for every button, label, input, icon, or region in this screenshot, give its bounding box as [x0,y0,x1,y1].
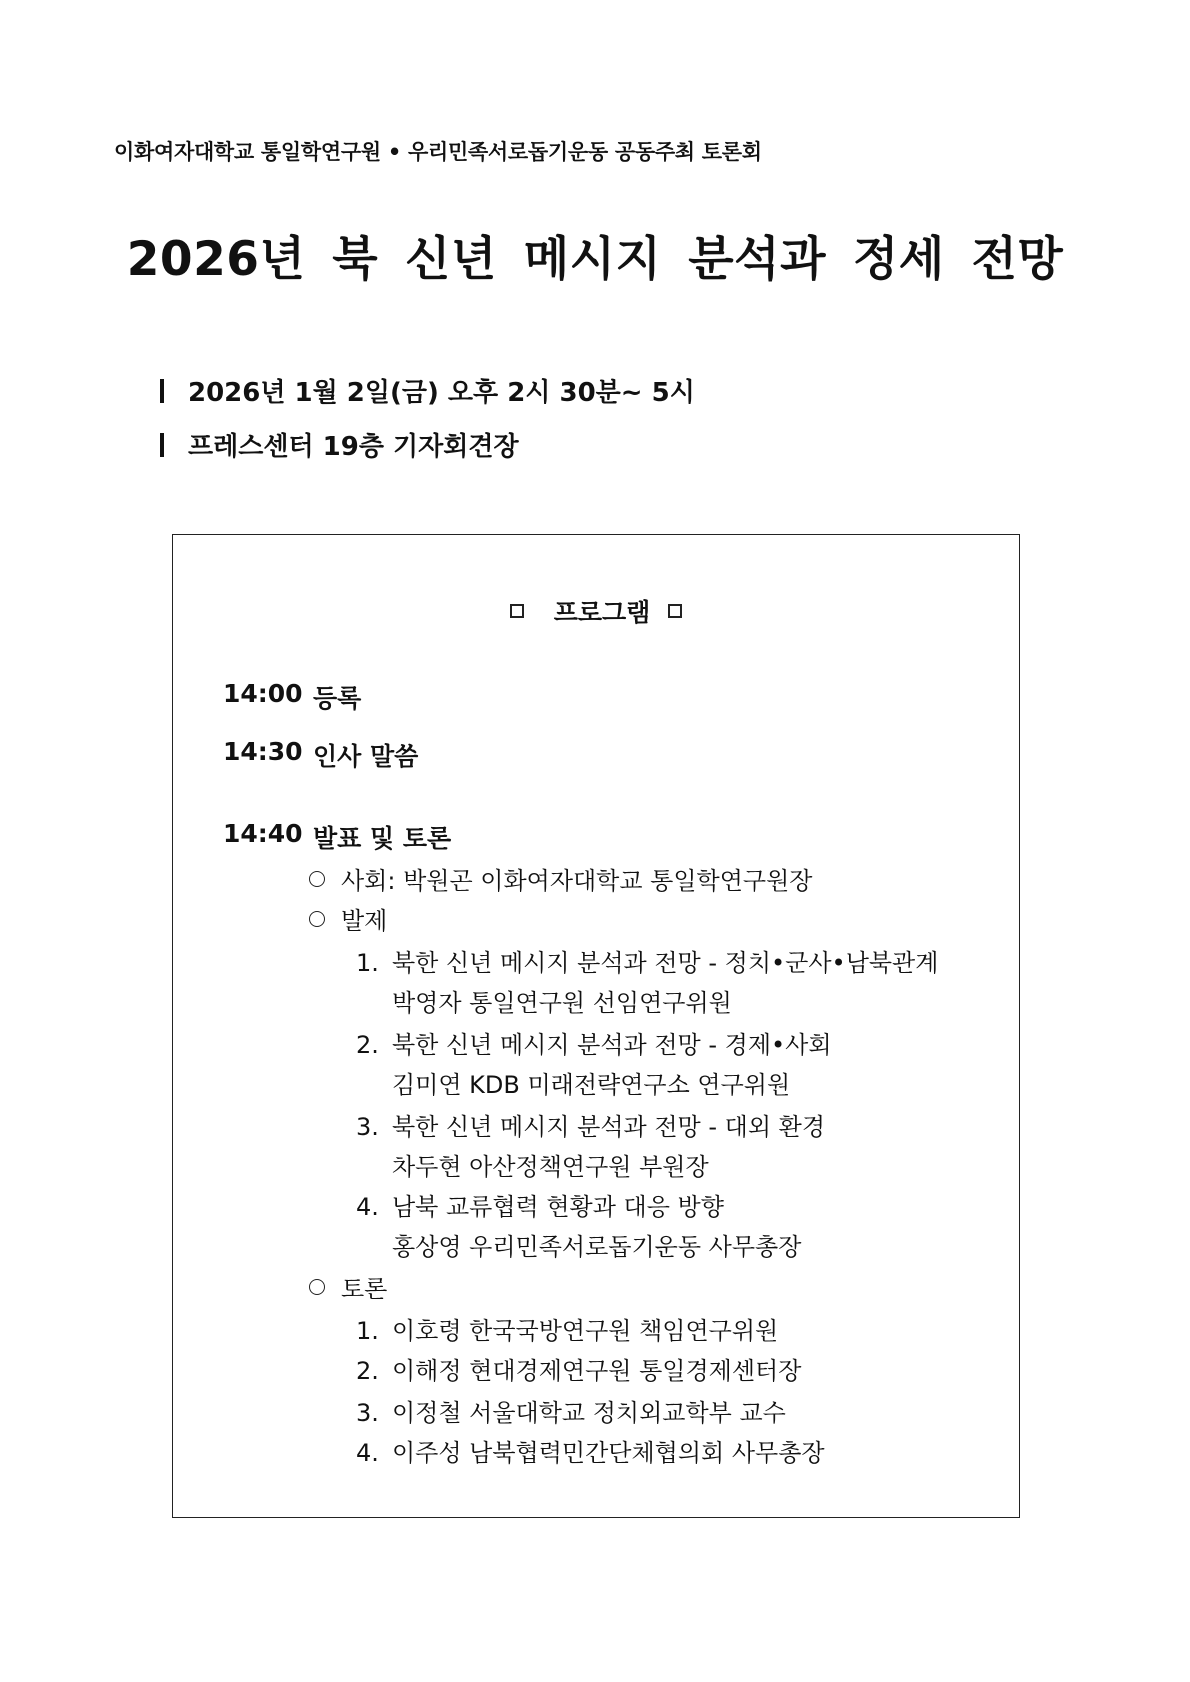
presentation-topic-text: 북한 신년 메시지 분석과 전망 - 정치•군사•남북관계 [392,949,939,977]
discussant-item [356,1351,801,1386]
presentation-label-text: 발제 [341,907,388,935]
discussant-item [356,1311,778,1346]
presentation-speaker: 김미연 KDB 미래전략연구소 연구위원 [392,1071,791,1099]
event-date [160,372,695,409]
schedule-item [223,679,361,715]
discussant-name: 이호령 한국국방연구원 책임연구위원 [392,1317,779,1345]
schedule-item [223,737,418,773]
discussant-name: 이정철 서울대학교 정치외교학부 교수 [392,1399,786,1427]
event-place [160,426,519,463]
event-place-text: 프레스센터 19층 기자회견장 [188,432,519,462]
discussant-item [356,1433,825,1468]
circle-bullet-icon [309,1279,325,1295]
discussion-section-label [309,1269,387,1304]
moderator-line [309,861,812,896]
schedule-time: 14:40 [223,819,303,848]
moderator-text: 사회: 박원곤 이화여자대학교 통일학연구원장 [341,867,813,895]
square-icon [668,604,682,618]
bar-marker-icon [160,433,164,457]
presentation-topic-text: 북한 신년 메시지 분석과 전망 - 경제•사회 [392,1031,832,1059]
presentation-section-label [309,901,387,936]
circle-bullet-icon [309,871,325,887]
program-box [172,534,1020,1518]
presentation-topic-text: 남북 교류협력 현황과 대응 방향 [392,1193,724,1221]
program-heading-label: 프로그램 [553,598,651,627]
event-date-text: 2026년 1월 2일(금) 오후 2시 30분~ 5시 [188,378,695,408]
schedule-time: 14:00 [223,679,303,708]
presentation-speaker: 홍상영 우리민족서로돕기운동 사무총장 [392,1233,802,1261]
square-icon [510,604,524,618]
discussant-name: 이주성 남북협력민간단체협의회 사무총장 [392,1439,825,1467]
schedule-title: 발표 및 토론 [313,824,452,853]
discussion-label-text: 토론 [341,1275,388,1303]
list-number: 3. [356,1399,379,1427]
list-number: 4. [356,1439,379,1467]
list-number: 1. [356,1317,379,1345]
circle-bullet-icon [309,911,325,927]
presentation-topic [356,943,938,978]
program-heading [173,593,1019,629]
presentation-speaker: 차두현 아산정책연구원 부원장 [392,1153,709,1181]
schedule-title: 인사 말씀 [313,742,419,771]
schedule-time: 14:30 [223,737,303,766]
presentation-topic [356,1107,825,1142]
list-number: 3. [356,1113,379,1141]
presentation-speaker: 박영자 통일연구원 선임연구위원 [392,989,732,1017]
presentation-topic [356,1025,832,1060]
schedule-title: 등록 [313,684,362,713]
discussant-name: 이해정 현대경제연구원 통일경제센터장 [392,1357,802,1385]
schedule-item [223,819,451,855]
page-title: 2026년 북 신년 메시지 분석과 정세 전망 [126,232,1064,287]
bar-marker-icon [160,379,164,403]
list-number: 1. [356,949,379,977]
list-number: 2. [356,1357,379,1385]
list-number: 4. [356,1193,379,1221]
discussant-item [356,1393,786,1428]
presentation-topic [356,1187,724,1222]
presentation-topic-text: 북한 신년 메시지 분석과 전망 - 대외 환경 [392,1113,826,1141]
organizer-line: 이화여자대학교 통일학연구원 • 우리민족서로돕기운동 공동주최 토론회 [114,140,762,164]
list-number: 2. [356,1031,379,1059]
